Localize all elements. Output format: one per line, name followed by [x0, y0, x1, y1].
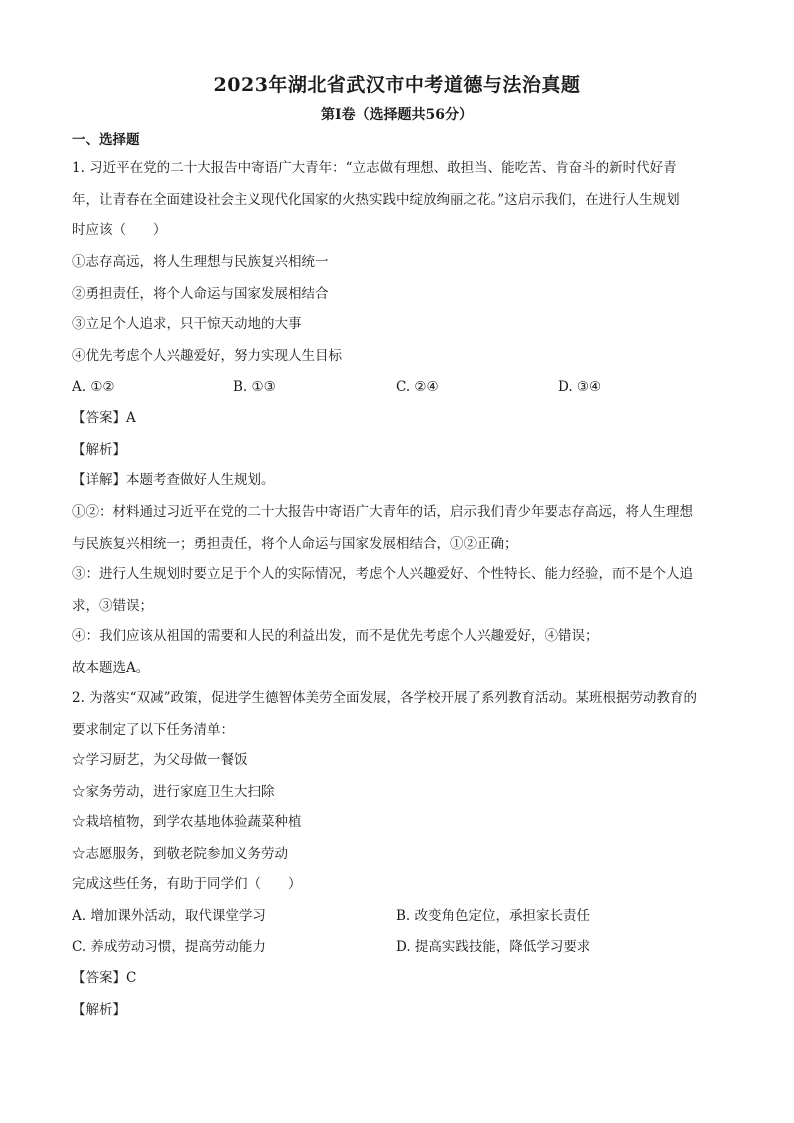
q1-option-a: A. ①② [72, 379, 115, 395]
q2-stem-line-2: 要求制定了以下任务清单： [72, 722, 234, 738]
q1-option-b: B. ①③ [233, 379, 276, 395]
q1-analysis-label: 【解析】 [72, 442, 126, 458]
q1-stem-line-1: 1. 习近平在党的二十大报告中寄语广大青年：“立志做有理想、敢担当、能吃苦、肯奋斗的新时代好青 [72, 160, 677, 176]
q1-detail-line-7: 故本题选A。 [72, 660, 150, 676]
q1-detail-line-3: 与民族复兴相统一；勇担责任，将个人命运与国家发展相结合，①②正确； [72, 536, 518, 552]
q1-item-4: ④优先考虑个人兴趣爱好，努力实现人生目标 [72, 348, 342, 364]
q2-item-1: ☆学习厨艺，为父母做一餐饭 [72, 752, 248, 768]
q2-item-4: ☆志愿服务，到敬老院参加义务劳动 [72, 846, 288, 862]
q2-option-a: A. 增加课外活动，取代课堂学习 [72, 908, 266, 924]
document-title: 2023年湖北省武汉市中考道德与法治真题 [213, 74, 581, 96]
q2-prompt: 完成这些任务，有助于同学们（ ） [72, 876, 302, 892]
q1-stem-line-2: 年，让青春在全面建设社会主义现代化国家的火热实践中绽放绚丽之花。”这启示我们，在进行人生规划 [72, 192, 680, 208]
q1-item-2: ②勇担责任，将个人命运与国家发展相结合 [72, 286, 329, 302]
q1-option-d: D. ③④ [558, 379, 602, 395]
q2-analysis-label: 【解析】 [72, 1002, 126, 1018]
q2-option-b: B. 改变角色定位，承担家长责任 [396, 908, 591, 924]
q1-option-c: C. ②④ [396, 379, 439, 395]
q1-answer: 【答案】A [72, 410, 136, 426]
q2-item-2: ☆家务劳动，进行家庭卫生大扫除 [72, 784, 275, 800]
q1-item-3: ③立足个人追求，只干惊天动地的大事 [72, 316, 302, 332]
q2-stem-line-1: 2. 为落实“双减”政策，促进学生德智体美劳全面发展，各学校开展了系列教育活动。某班根据劳动教育的 [72, 690, 697, 706]
q1-detail-line-1: 【详解】本题考查做好人生规划。 [72, 472, 275, 488]
document-subtitle: 第Ⅰ卷（选择题共56分） [320, 107, 474, 123]
q2-option-d: D. 提高实践技能，降低学习要求 [396, 939, 591, 955]
q2-option-c: C. 养成劳动习惯，提高劳动能力 [72, 939, 266, 955]
q2-item-3: ☆栽培植物，到学农基地体验蔬菜种植 [72, 814, 302, 830]
q1-detail-line-5: 求，③错误； [72, 598, 153, 614]
q1-item-1: ①志存高远，将人生理想与民族复兴相统一 [72, 254, 329, 270]
q2-answer: 【答案】C [72, 970, 137, 986]
q1-detail-line-6: ④：我们应该从祖国的需要和人民的利益出发，而不是优先考虑个人兴趣爱好，④错误； [72, 628, 599, 644]
q1-stem-line-3: 时应该（ ） [72, 222, 167, 238]
section-heading: 一、选择题 [72, 132, 140, 148]
q1-detail-line-2: ①②：材料通过习近平在党的二十大报告中寄语广大青年的话，启示我们青少年要志存高远，将人生理想 [72, 504, 693, 520]
q1-detail-line-4: ③：进行人生规划时要立足于个人的实际情况，考虑个人兴趣爱好、个性特长、能力经验，而不是个人追 [72, 566, 693, 582]
